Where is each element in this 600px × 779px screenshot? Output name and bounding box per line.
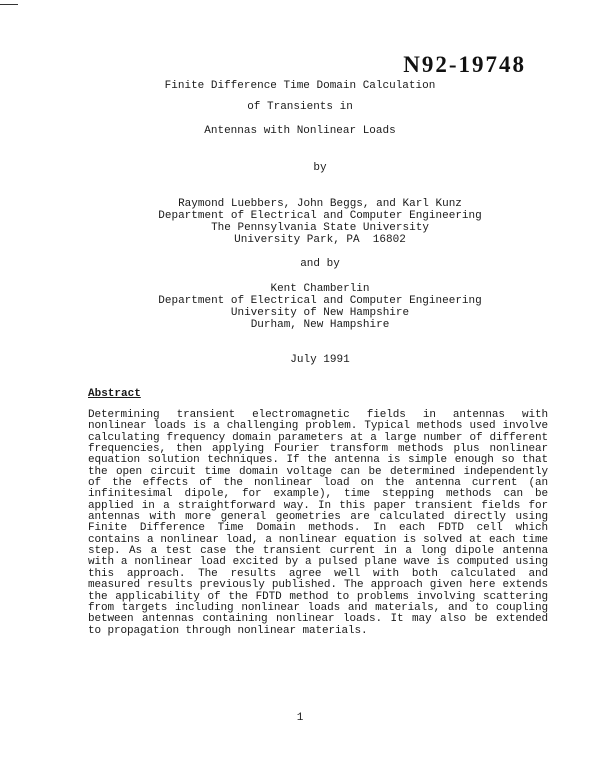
author-location-1: University Park, PA 16802: [234, 234, 406, 246]
author-block-2: [0, 283, 600, 331]
corner-scan-mark: [0, 4, 18, 5]
by-label: by: [313, 162, 327, 174]
title-line-2: of Transients in: [247, 101, 353, 113]
publication-date: July 1991: [290, 354, 350, 366]
author-university-2: University of New Hampshire: [230, 307, 410, 319]
page-number: 1: [296, 712, 304, 724]
author-location-2: Durham, New Hampshire: [250, 319, 390, 331]
title-line-3: Antennas with Nonlinear Loads: [204, 125, 396, 137]
author-department-2: Department of Electrical and Computer Engineering: [158, 295, 482, 307]
abstract-heading: Abstract: [88, 388, 141, 400]
author-names-1: Raymond Luebbers, John Beggs, and Karl Kunz: [178, 198, 462, 210]
author-department-1: Department of Electrical and Computer Engineering: [158, 210, 482, 222]
author-block-1: [0, 198, 600, 246]
author-university-1: The Pennsylvania State University: [211, 222, 429, 234]
and-by-label: and by: [300, 258, 340, 270]
accession-number: N92-19748: [403, 52, 526, 77]
author-names-2: Kent Chamberlin: [270, 283, 370, 295]
title-line-1: Finite Difference Time Domain Calculation: [164, 80, 436, 92]
abstract-body: Determining transient electromagnetic fields in antennas with nonlinear loads is a challenging problem. Typical methods used involve calculating frequency domain parameters at a large number of different frequencies, then applying Fourier transform methods plus nonlinear equation solution techniques. If the antenna is simple enough so that the open circuit time domain voltage can be determined independently of the effects of the nonlinear load on the antenna current (an infinitesimal dipole, for example), time stepping methods can be applied in a straightforward way. In this paper transient fields for antennas with more general geometries are calculated directly using Finite Difference Time Domain methods. In each FDTD cell which contains a nonlinear load, a nonlinear equation is solved at each time step. As a test case the transient current in a long dipole antenna with a nonlinear load excited by a pulsed plane wave is computed using this approach. The results agree well with both calculated and measured results previously published. The approach given here extends the applicability of the FDTD method to problems involving scattering from targets including nonlinear loads and materials, and to coupling between antennas containing nonlinear loads. It may also be extended to propagation through nonlinear materials.: [88, 409, 548, 637]
